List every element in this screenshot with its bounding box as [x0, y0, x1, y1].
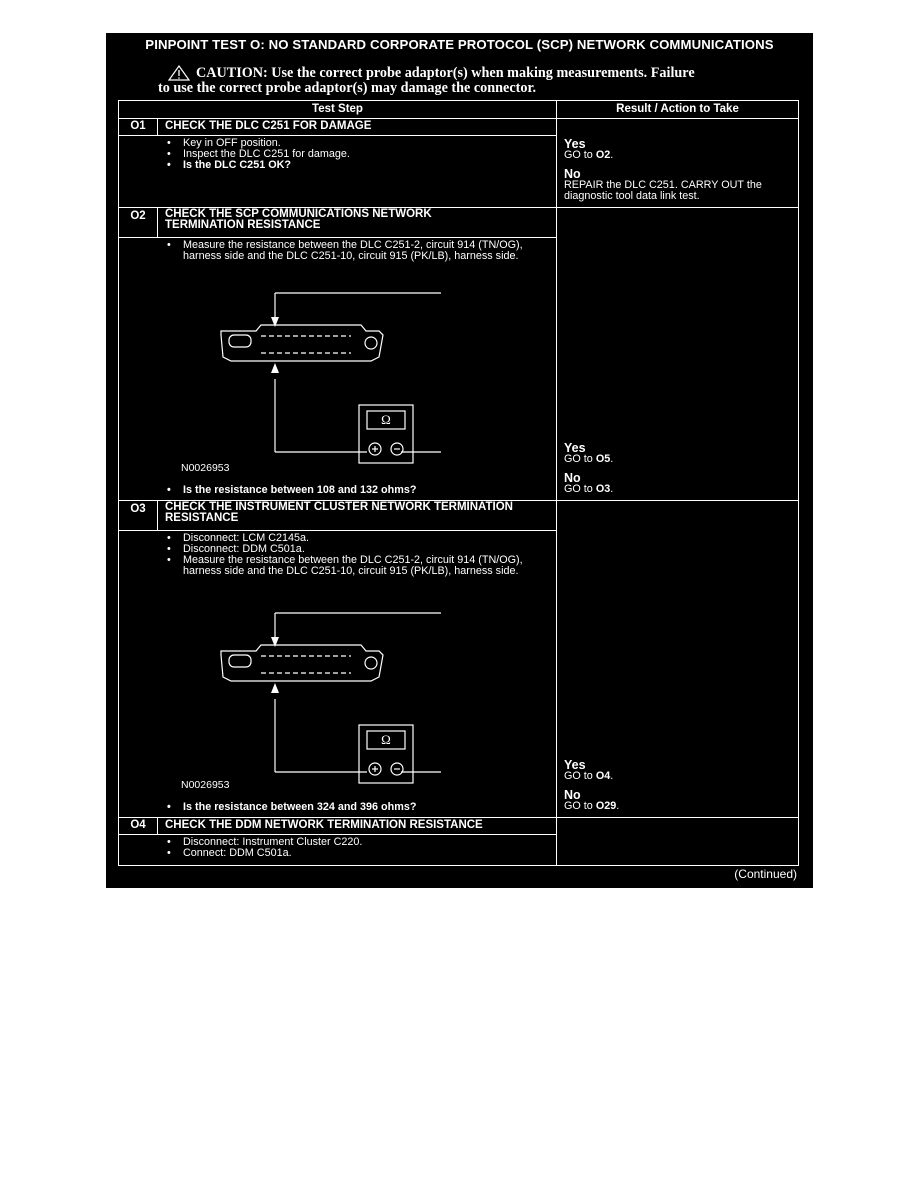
continued-label: (Continued) — [734, 867, 797, 881]
no-label: No — [564, 788, 581, 802]
yes-action: GO to — [564, 453, 596, 465]
service-manual-page — [106, 33, 813, 888]
step-instructions — [163, 485, 416, 496]
caution-line-1: CAUTION: Use the correct probe adaptor(s) when making measurements. Failure — [196, 64, 695, 81]
instruction-item: • Disconnect: DDM C501a. — [163, 544, 533, 555]
no-label: No — [564, 167, 581, 181]
warning-triangle-icon — [168, 65, 190, 81]
step-title-line: TERMINATION RESISTANCE — [165, 219, 321, 231]
yes-target-link[interactable]: O5 — [595, 453, 611, 465]
instruction-item: • Disconnect: Instrument Cluster C220. — [163, 837, 362, 848]
step-title: CHECK THE DDM NETWORK TERMINATION RESISTANCE — [165, 819, 483, 831]
no-action: GO to — [564, 483, 596, 495]
dlc-connector-diagram — [211, 289, 441, 467]
dlc-connector-diagram — [211, 609, 441, 787]
yes-action: GO to — [564, 149, 596, 161]
step-title — [165, 502, 513, 524]
yes-target-link[interactable]: O4 — [595, 770, 611, 782]
yes-label: Yes — [564, 137, 586, 151]
instruction-item: • Measure the resistance between the DLC C251-2, circuit 914 (TN/OG), harness side and the DLC C251-10, circuit 915 (PK/LB), harness side. — [163, 240, 533, 262]
no-action: REPAIR the DLC C251. CARRY OUT the diagnostic tool data link test. — [564, 179, 762, 202]
caution-notice — [158, 65, 798, 96]
step-title-line: CHECK THE INSTRUMENT CLUSTER NETWORK TERMINATION — [165, 501, 513, 513]
step-number: O2 — [130, 210, 146, 222]
figure-code: N0026953 — [181, 779, 230, 791]
yes-label: Yes — [564, 758, 586, 772]
step-instructions — [163, 240, 533, 262]
no-action: GO to — [564, 800, 596, 812]
step-instructions — [163, 802, 416, 813]
no-target-link[interactable]: O29 — [595, 800, 617, 812]
step-result: Yes GO to O2. No REPAIR the DLC C251. CARRY OUT the diagnostic tool data link test. — [564, 138, 799, 202]
step-result: Yes GO to O4. No GO to O29. — [564, 759, 799, 812]
yes-action: GO to — [564, 770, 596, 782]
step-instructions — [163, 837, 362, 859]
step-question: • Is the resistance between 108 and 132 ohms? — [163, 485, 416, 496]
no-label: No — [564, 471, 581, 485]
step-title: CHECK THE DLC C251 FOR DAMAGE — [165, 120, 372, 132]
no-target-link[interactable]: O3 — [595, 483, 611, 495]
step-number: O1 — [130, 120, 146, 132]
caution-line-2: to use the correct probe adaptor(s) may damage the connector. — [158, 80, 537, 96]
yes-target-link[interactable]: O2 — [595, 149, 611, 161]
step-title-line: CHECK THE SCP COMMUNICATIONS NETWORK — [165, 208, 432, 220]
instruction-item: • Key in OFF position. — [163, 138, 350, 149]
step-title-line: RESISTANCE — [165, 512, 239, 524]
step-result: Yes GO to O5. No GO to O3. — [564, 442, 799, 495]
column-header-test-step: Test Step — [312, 103, 363, 115]
yes-label: Yes — [564, 441, 586, 455]
step-question: • Is the DLC C251 OK? — [163, 160, 350, 171]
step-number: O3 — [130, 503, 146, 515]
step-instructions — [163, 533, 533, 577]
instruction-item: • Disconnect: LCM C2145a. — [163, 533, 533, 544]
step-number: O4 — [130, 819, 146, 831]
column-header-result: Result / Action to Take — [616, 103, 739, 115]
instruction-item: • Measure the resistance between the DLC C251-2, circuit 914 (TN/OG), harness side and the DLC C251-10, circuit 915 (PK/LB), harness side. — [163, 555, 533, 577]
figure-code: N0026953 — [181, 462, 230, 474]
pinpoint-test-table — [118, 100, 799, 866]
instruction-item: • Inspect the DLC C251 for damage. — [163, 149, 350, 160]
ohmmeter-symbol: Ω — [381, 412, 391, 427]
page-title: PINPOINT TEST O: NO STANDARD CORPORATE PROTOCOL (SCP) NETWORK COMMUNICATIONS — [145, 37, 774, 52]
step-question: • Is the resistance between 324 and 396 ohms? — [163, 802, 416, 813]
step-title — [165, 209, 432, 231]
step-instructions — [163, 138, 350, 171]
ohmmeter-symbol: Ω — [381, 732, 391, 747]
instruction-item: • Connect: DDM C501a. — [163, 848, 362, 859]
